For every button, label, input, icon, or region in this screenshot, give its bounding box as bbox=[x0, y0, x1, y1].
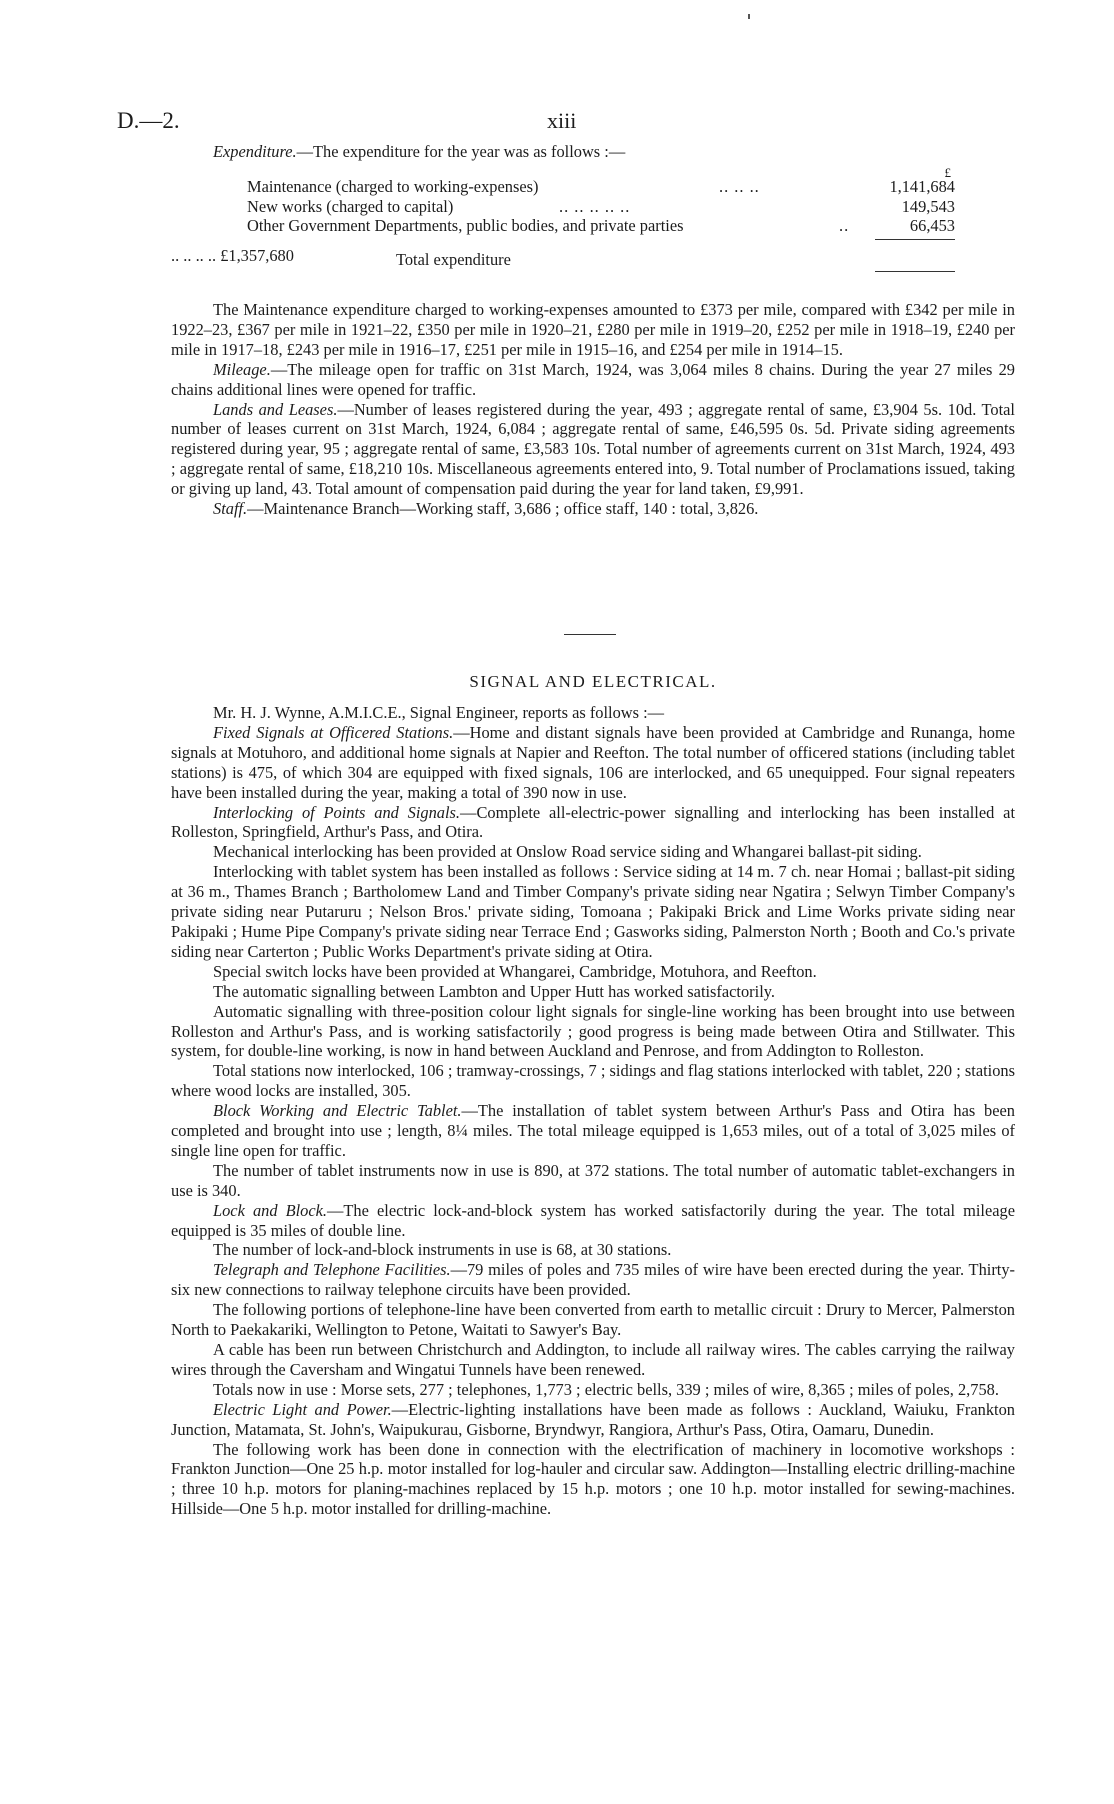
paragraph-heading: Fixed Signals at Officered Stations. bbox=[213, 722, 454, 742]
total-amount: £1,357,680 bbox=[220, 245, 294, 265]
paragraph-heading: Telegraph and Telephone Facilities. bbox=[213, 1260, 451, 1280]
paragraph: Staff.—Maintenance Branch—Working staff, 3,686 ; office staff, 140 : total, 3,826. bbox=[213, 499, 759, 519]
expenditure-heading: Expenditure. bbox=[213, 142, 297, 161]
page-mark bbox=[748, 14, 750, 19]
page-number: xiii bbox=[547, 108, 577, 133]
paragraph-heading: Staff. bbox=[213, 499, 248, 519]
paragraph: The number of lock-and-block instruments in use is 68, at 30 stations. bbox=[213, 1240, 672, 1260]
paragraph: Telegraph and Telephone Facilities.—79 miles of poles and 735 miles of wire have been erected during the year. Thirty-six new connections to railway telephone circuits have been provided. bbox=[171, 1260, 1015, 1300]
table-row bbox=[171, 177, 1015, 197]
paragraph-heading: Lands and Leases. bbox=[213, 399, 338, 419]
table-row bbox=[171, 197, 1015, 217]
paragraph: The following portions of telephone-line have been converted from earth to metallic circuit : Drury to Mercer, Palmerston North to Paekakariki, Wellington to Petone, Waitati to Sawyer's Bay. bbox=[171, 1300, 1015, 1340]
leader-dots: .. bbox=[839, 216, 850, 235]
section-divider bbox=[564, 634, 616, 635]
maintenance-section bbox=[171, 300, 1015, 519]
paragraph: Special switch locks have been provided at Whangarei, Cambridge, Motuhora, and Reefton. bbox=[213, 961, 817, 981]
expenditure-intro bbox=[171, 142, 1015, 162]
row-label: Other Government Departments, public bodies, and private parties bbox=[247, 216, 684, 235]
paragraph: Fixed Signals at Officered Stations.—Home and distant signals have been provided at Cambridge and Runanga, home signals at Motuhoro, and additional home signals at Napier and Reefton. The total number of officered stations (including tablet stations) is 475, of which 304 are equipped with fixed signals, 106 are interlocked, and 65 unequipped. Four signal repeaters have been installed during the year, making a total of 390 now in use. bbox=[171, 722, 1015, 802]
expenditure-table bbox=[171, 163, 1015, 270]
paragraph-heading: Lock and Block. bbox=[213, 1200, 328, 1220]
section-title: SIGNAL AND ELECTRICAL. bbox=[469, 672, 717, 691]
paragraph: Mileage.—The mileage open for traffic on 31st March, 1924, was 3,064 miles 8 chains. During the year 27 miles 29 chains additional lines were opened for traffic. bbox=[171, 359, 1015, 399]
paragraph: Mechanical interlocking has been provided at Onslow Road service siding and Whangarei ballast-pit siding. bbox=[213, 842, 922, 862]
signal-electrical-section bbox=[171, 703, 1015, 1519]
sum-rule bbox=[875, 239, 955, 240]
paragraph-heading: Mileage. bbox=[213, 359, 271, 379]
row-label: Maintenance (charged to working-expenses) bbox=[247, 177, 539, 196]
row-amount: 1,141,684 bbox=[889, 177, 955, 196]
paragraph: Lands and Leases.—Number of leases registered during the year, 493 ; aggregate rental of same, £3,904 5s. 10d. Total number of leases current on 31st March, 1924, 6,084 ; aggregate rental of same, £46,595 0s. 5d. Private siding agreements registered during year, 95 ; aggregate rental of same, £3,583 10s. Total number of agreements current on 31st March, 1924, 493 ; aggregate rental of same, £18,210 10s. Miscellaneous agreements entered into, 9. Total number of Proclamations issued, taking or giving up land, 43. Total amount of compensation paid during the year for land taken, £9,991. bbox=[171, 399, 1015, 499]
paragraph: Electric Light and Power.—Electric-lighting installations have been made as follows : Auckland, Waiuku, Frankton Junction, Matamata, St. John's, Waipukurau, Gisborne, Bryndwyr, Rangiora, Arthur's Pass, Otira, Oamaru, Dunedin. bbox=[171, 1399, 1015, 1439]
total-label: Total expenditure bbox=[396, 249, 511, 269]
expenditure-intro-text: —The expenditure for the year was as follows :— bbox=[296, 142, 626, 161]
leader-dots: .. .. .. .. bbox=[171, 245, 217, 265]
leader-dots: .. .. .. bbox=[719, 177, 760, 196]
paragraph: Interlocking of Points and Signals.—Complete all-electric-power signalling and interlocking has been installed at Rolleston, Springfield, Arthur's Pass, and Otira. bbox=[171, 802, 1015, 842]
table-row bbox=[171, 216, 1015, 236]
paragraph: A cable has been run between Christchurch and Addington, to include all railway wires. The cables carrying the railway wires through the Caversham and Wingatui Tunnels have been renewed. bbox=[171, 1340, 1015, 1379]
paragraph-heading: Electric Light and Power. bbox=[213, 1399, 392, 1419]
paragraph: Automatic signalling with three-position colour light signals for single-line working has been brought into use between Rolleston and Arthur's Pass, and is working satisfactorily ; good progress is being made between Otira and Stillwater. This system, for double-line working, is now in hand between Auckland and Penrose, and from Addington to Rolleston. bbox=[171, 1001, 1015, 1061]
leader-dots: .. .. .. .. .. bbox=[559, 196, 631, 216]
total-row bbox=[171, 246, 1015, 270]
document-reference: D.—2. bbox=[117, 108, 180, 133]
paragraph: The number of tablet instruments now in use is 890, at 372 stations. The total number of automatic tablet-exchangers in use is 340. bbox=[171, 1160, 1015, 1200]
total-rule bbox=[875, 271, 955, 272]
paragraph: Totals now in use : Morse sets, 277 ; telephones, 1,773 ; electric bells, 339 ; miles of wire, 8,365 ; miles of poles, 2,758. bbox=[213, 1379, 999, 1399]
paragraph-heading: Block Working and Electric Tablet. bbox=[213, 1101, 462, 1121]
paragraph: Block Working and Electric Tablet.—The installation of tablet system between Arthur's Pass and Otira has been completed and brought into use ; length, 8¼ miles. The total mileage equipped is 1,653 miles, out of a total of 3,025 miles of single line open for traffic. bbox=[171, 1101, 1015, 1160]
currency-unit: £ bbox=[944, 165, 951, 180]
paragraph: Lock and Block.—The electric lock-and-block system has worked satisfactorily during the year. The total mileage equipped is 35 miles of double line. bbox=[171, 1200, 1015, 1240]
row-label: New works (charged to capital) bbox=[247, 196, 454, 216]
paragraph-heading: Interlocking of Points and Signals. bbox=[213, 802, 461, 822]
row-amount: 66,453 bbox=[909, 216, 955, 235]
paragraph: Total stations now interlocked, 106 ; tramway-crossings, 7 ; sidings and flag stations interlocked with tablet, 220 ; stations where wood locks are installed, 305. bbox=[171, 1061, 1015, 1101]
paragraph: Interlocking with tablet system has been installed as follows : Service siding at 14 m. 7 ch. near Homai ; ballast-pit siding at 36 m., Thames Branch ; Bartholomew Land and Timber Company's private siding near Ngatira ; Selwyn Timber Company's private siding near Putaruru ; Nelson Bros.' private siding, Tomoana ; Pakipaki Brick and Lime Works private siding near Pakipaki ; Hume Pipe Company's private siding near Terrace End ; Gasworks siding, Palmerston North ; Booth and Co.'s private siding near Carterton ; Public Works Department's private siding at Otira. bbox=[171, 862, 1015, 961]
paragraph: Mr. H. J. Wynne, A.M.I.C.E., Signal Engineer, reports as follows :— bbox=[213, 703, 665, 722]
paragraph: The following work has been done in connection with the electrification of machinery in locomotive workshops : Frankton Junction—One 25 h.p. motor installed for log-hauler and circular saw. Addington—Installing electric drilling-machine ; three 10 h.p. motors for planing-machines replaced by 15 h.p. motors ; one 10 h.p. motor installed for sewing-machines. Hillside—One 5 h.p. motor installed for drilling-machine. bbox=[171, 1439, 1015, 1519]
paragraph: The automatic signalling between Lambton and Upper Hutt has worked satisfactorily. bbox=[213, 981, 775, 1001]
paragraph: The Maintenance expenditure charged to working-expenses amounted to £373 per mile, compared with £342 per mile in 1922–23, £367 per mile in 1921–22, £350 per mile in 1920–21, £280 per mile in 1919–20, £252 per mile in 1918–19, £240 per mile in 1917–18, £243 per mile in 1916–17, £251 per mile in 1915–16, and £254 per mile in 1914–15. bbox=[171, 300, 1015, 359]
row-amount: 149,543 bbox=[901, 196, 955, 216]
